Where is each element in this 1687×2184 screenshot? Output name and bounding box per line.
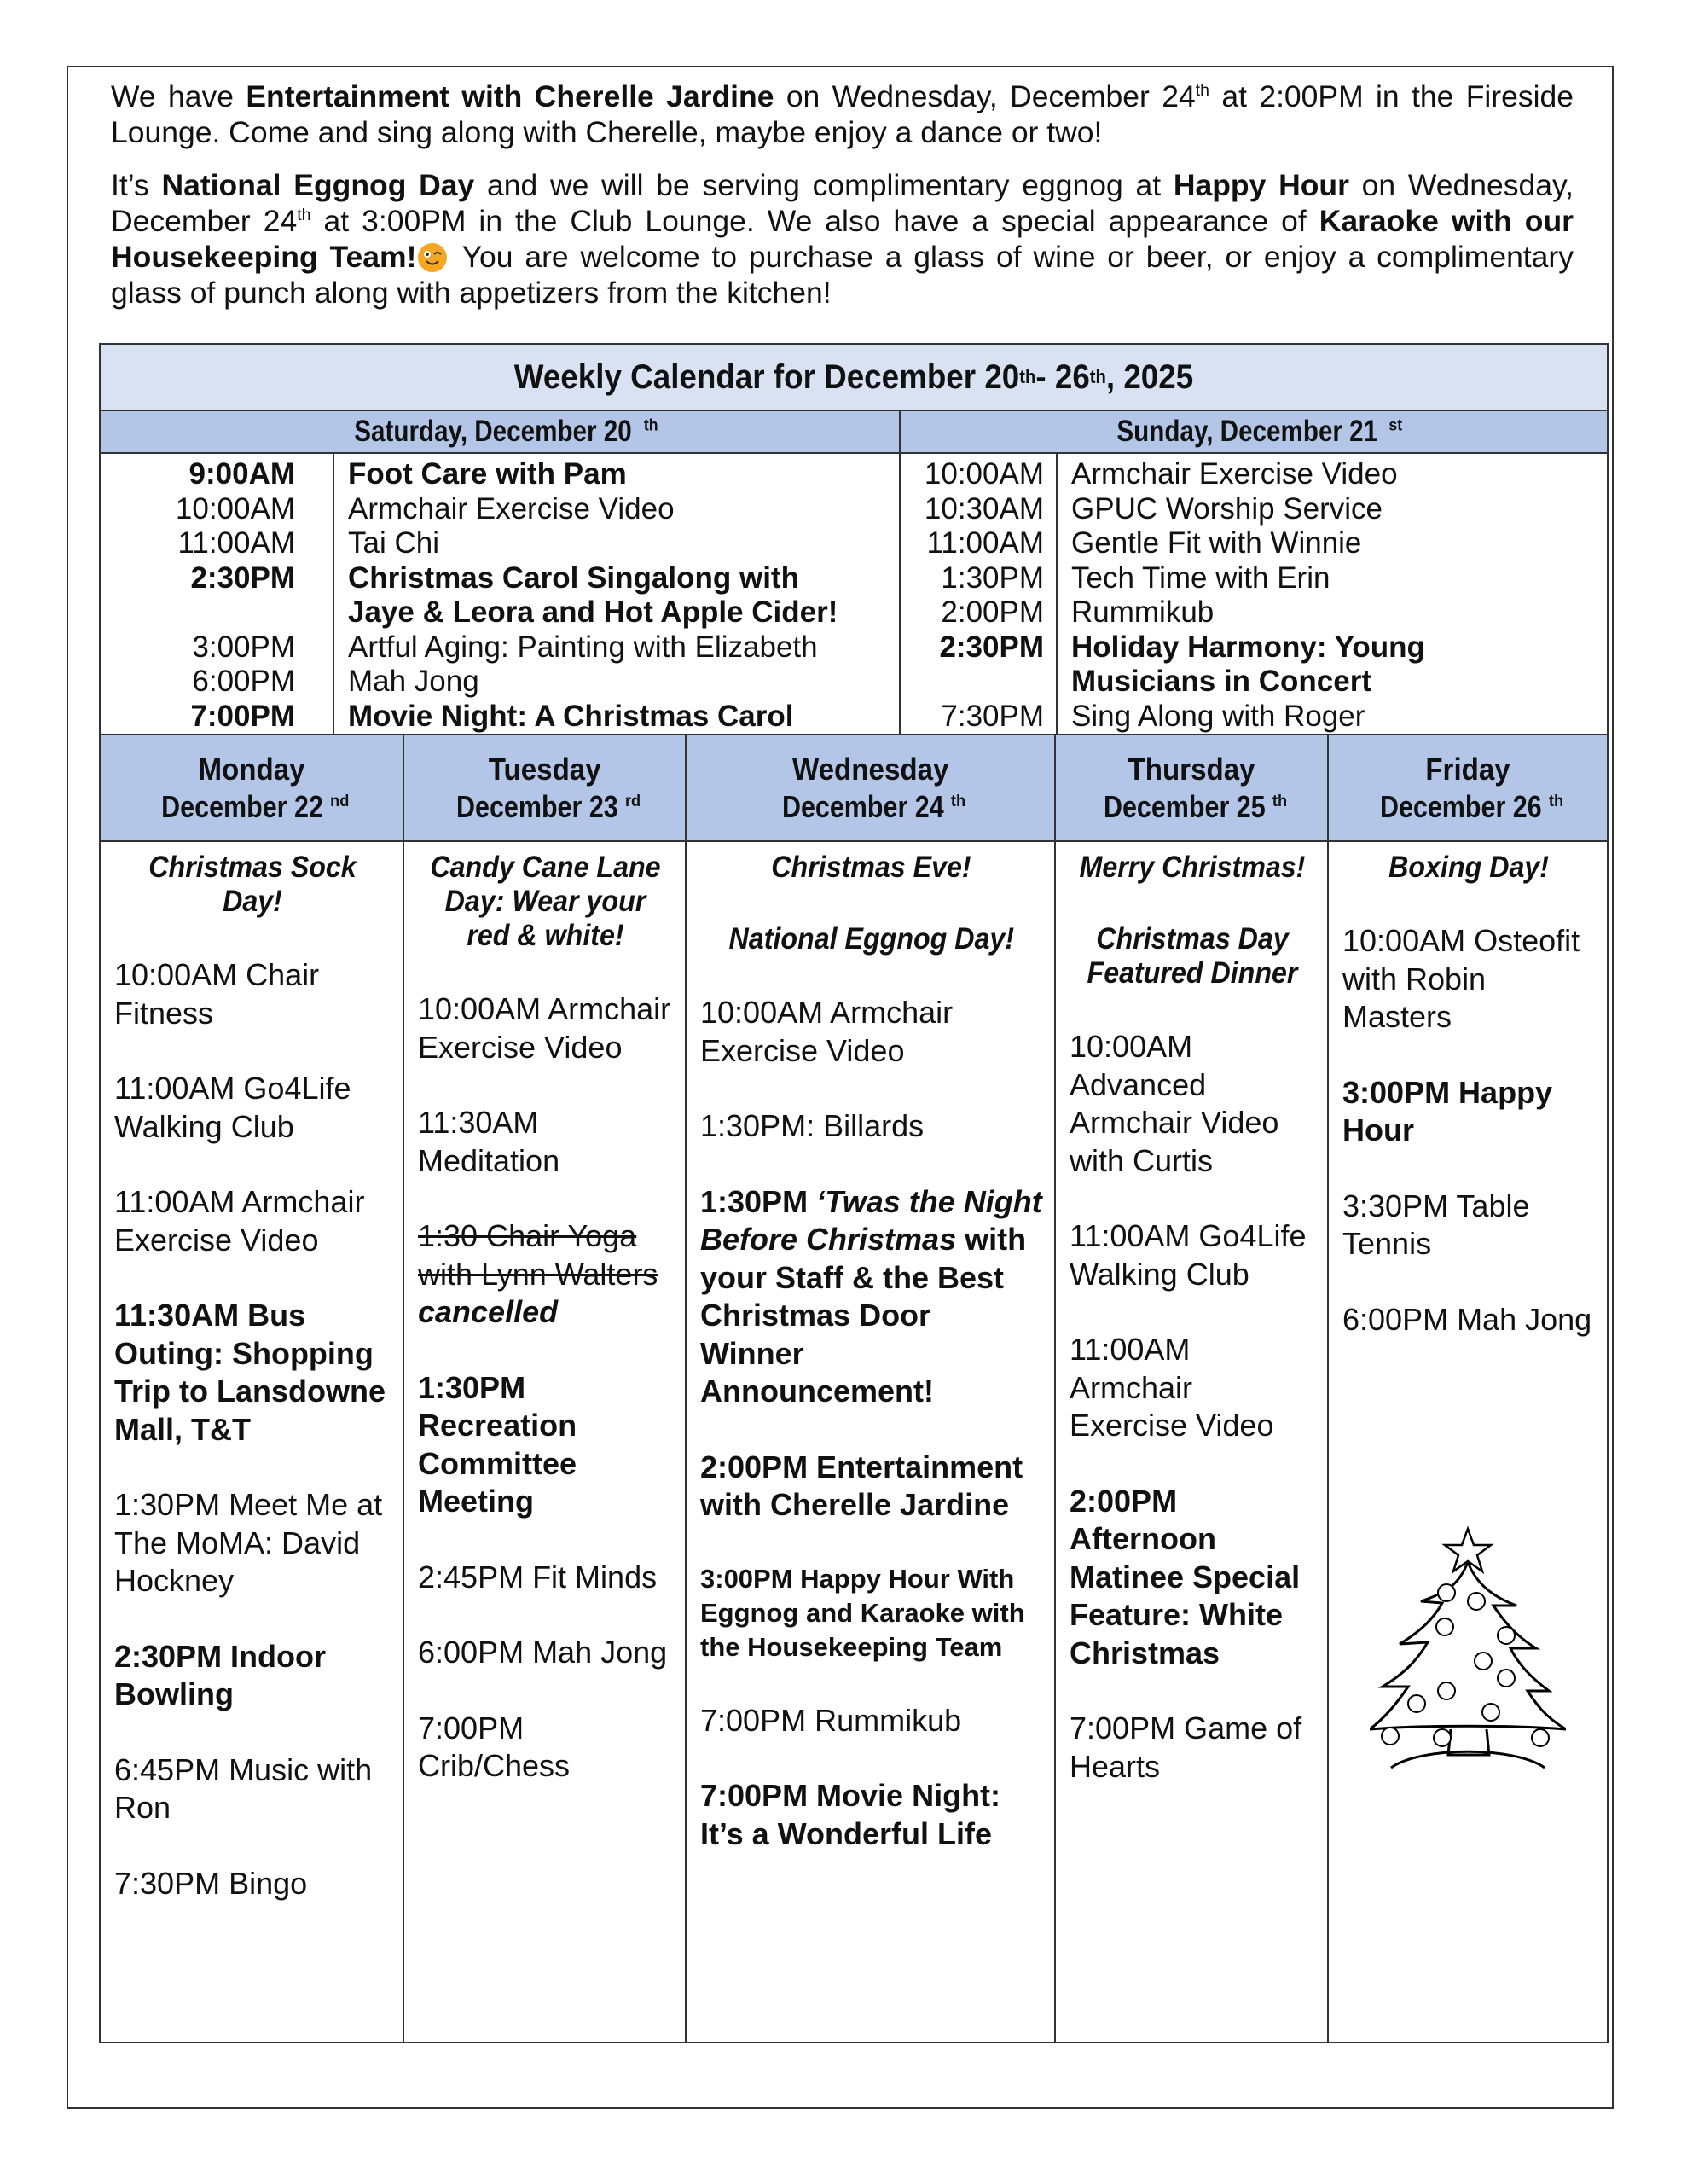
- day-column-wednesday: [687, 735, 1056, 2042]
- event-item: 1:30PM: Billards: [700, 1108, 925, 1143]
- event-item: 11:30AM Meditation: [418, 1105, 560, 1178]
- event-item: 7:00PM Crib/Chess: [418, 1710, 571, 1783]
- day-date: December 24 $^{th}$: [782, 788, 966, 824]
- day-date: December 25 $^{th}$: [1103, 788, 1287, 824]
- time-cell: 2:00PM: [941, 595, 1044, 629]
- day-column-thursday: [1056, 735, 1329, 2042]
- event-item: 10:00AM Armchair Exercise Video: [700, 995, 954, 1068]
- sunday-activities: [1058, 454, 1425, 734]
- activity-cell: Tech Time with Erin: [1071, 561, 1330, 595]
- cancelled-label: cancelled: [418, 1294, 559, 1329]
- time-cell: 6:00PM: [192, 665, 295, 698]
- event-item: 2:30PM Indoor Bowling: [114, 1638, 327, 1711]
- event-item: 3:00PM Happy Hour With Eggnog and Karaoke with the Housekeeping Team: [700, 1563, 1025, 1662]
- day-theme-note: Merry Christmas!: [1079, 851, 1306, 884]
- calendar-title: Weekly Calendar for December 20 th - 26 th , 2025: [161, 345, 1547, 410]
- activity-cell: Jaye & Leora and Hot Apple Cider!: [348, 595, 838, 629]
- time-cell: 7:30PM: [941, 699, 1044, 733]
- activity-cell: Armchair Exercise Video: [348, 491, 675, 526]
- activity-cell: Armchair Exercise Video: [1071, 457, 1398, 491]
- activity-cell: GPUC Worship Service: [1071, 491, 1383, 526]
- time-cell: 10:00AM: [924, 457, 1044, 491]
- event-item: 3:00PM Happy Hour: [1342, 1074, 1553, 1147]
- event-item: [418, 1217, 673, 1332]
- time-cell: 11:00AM: [177, 526, 295, 560]
- time-cell: [901, 665, 1044, 700]
- day-column-tuesday: [404, 735, 687, 2042]
- day-header: [404, 735, 685, 842]
- day-events: [1056, 842, 1327, 2042]
- activity-cell: Sing Along with Roger: [1071, 699, 1365, 733]
- time-cell: 3:00PM: [192, 630, 295, 664]
- day-events: [687, 842, 1054, 2042]
- saturday-times: [101, 454, 334, 734]
- activity-cell: Movie Night: A Christmas Carol: [348, 699, 794, 733]
- event-item: 7:00PM Rummikub: [700, 1702, 962, 1738]
- weekend-section: [101, 411, 1607, 735]
- intro-paragraph-eggnog: It’s National Eggnog Day and we will be serving complimentary eggnog at Happy Hour on Wednesday, December 24th at 3:00PM in the Club Lounge. We also have a special appearance of Karaoke with our Housekeeping Team! You are welcome to purchase a glass of wine or beer, or enjoy a complimentary glass of punch along with appetizers from the kitchen!: [111, 168, 1574, 310]
- activity-cell: Christmas Carol Singalong with: [348, 561, 799, 595]
- day-name: Tuesday: [488, 751, 601, 787]
- day-header: [687, 735, 1054, 842]
- sunday-times: [901, 454, 1058, 734]
- event-item: 7:00PM Game of Hearts: [1070, 1711, 1302, 1784]
- day-events: [404, 842, 685, 2042]
- day-column-friday: [1329, 735, 1607, 2042]
- day-date: December 23 $^{rd}$: [455, 788, 641, 824]
- event-item: 11:00AM Go4Life Walking Club: [1070, 1218, 1307, 1292]
- time-cell: 9:00AM: [188, 457, 295, 491]
- event-item: 10:00AM Osteofit with Robin Masters: [1342, 923, 1580, 1034]
- weekday-section: [101, 735, 1607, 2042]
- event-item: 1:30PM Meet Me at The MoMA: David Hockney: [114, 1487, 383, 1598]
- intro-section: [111, 78, 1574, 328]
- activity-cell: Foot Care with Pam: [348, 457, 627, 491]
- event-title: ‘Twas the Night Before Christmas: [700, 1183, 1042, 1257]
- saturday-activities: [334, 454, 838, 734]
- day-name: Monday: [198, 751, 305, 787]
- day-theme-note: Christmas Eve!: [771, 851, 971, 884]
- event-item: 3:30PM Table Tennis: [1342, 1188, 1530, 1261]
- day-column-monday: [101, 735, 404, 2042]
- intro-paragraph-entertainment: We have Entertainment with Cherelle Jardine on Wednesday, December 24th at 2:00PM in the Fireside Lounge. Come and sing along with Cherelle, maybe enjoy a dance or two!: [111, 79, 1574, 149]
- time-cell: 10:00AM: [175, 491, 295, 526]
- event-item: 7:00PM Movie Night: It’s a Wonderful Life: [700, 1778, 1001, 1851]
- event-item: 1:30PM ‘Twas the Night Before Christmas with your Staff & the Best Christmas Door Winner Announcement!: [700, 1183, 1042, 1409]
- event-item: 11:00AM Go4Life Walking Club: [114, 1071, 351, 1144]
- activity-cell: Artful Aging: Painting with Elizabeth: [348, 630, 818, 664]
- time-cell: 7:00PM: [190, 699, 295, 733]
- day-header: [101, 735, 403, 842]
- time-cell: 11:00AM: [926, 526, 1044, 560]
- event-item: 11:30AM Bus Outing: Shopping Trip to Lansdowne Mall, T&T: [114, 1298, 386, 1447]
- activity-cell: Holiday Harmony: Young: [1071, 630, 1425, 664]
- day-theme-note: Boxing Day!: [1388, 851, 1549, 884]
- time-cell: 2:30PM: [939, 630, 1044, 664]
- saturday-header: Saturday, December 20 $^{th}$: [101, 411, 899, 454]
- day-header: [1329, 735, 1607, 842]
- activity-cell: Musicians in Concert: [1071, 665, 1372, 698]
- day-theme-note: Christmas Day Featured Dinner: [1087, 922, 1298, 990]
- christmas-tree-icon: [1370, 1525, 1566, 1780]
- event-item: 7:30PM Bingo: [114, 1865, 308, 1901]
- event-item: 6:00PM Mah Jong: [418, 1635, 668, 1670]
- event-item: 6:00PM Mah Jong: [1342, 1301, 1592, 1337]
- activity-cell: Mah Jong: [348, 665, 479, 698]
- winking-face-icon: [418, 243, 447, 272]
- day-header: [1056, 735, 1327, 842]
- time-cell: [101, 595, 295, 630]
- time-cell: 1:30PM: [941, 561, 1044, 595]
- event-item: 1:30PM Recreation Committee Meeting: [418, 1369, 577, 1519]
- activity-cell: Tai Chi: [348, 526, 439, 560]
- time-cell: 10:30AM: [924, 491, 1044, 526]
- activity-cell: Rummikub: [1071, 595, 1215, 629]
- event-item: 2:45PM Fit Minds: [418, 1559, 658, 1594]
- day-date: December 26 $^{th}$: [1379, 788, 1563, 824]
- day-date: December 22 $^{nd}$: [161, 788, 350, 824]
- weekly-calendar: [99, 343, 1609, 2043]
- event-item: 6:45PM Music with Ron: [114, 1751, 373, 1825]
- day-name: Friday: [1425, 751, 1510, 787]
- event-highlight: Entertainment with Cherelle Jardine: [246, 79, 774, 113]
- time-cell: 2:30PM: [190, 561, 295, 595]
- saturday-column: [101, 411, 901, 734]
- sunday-column: [901, 411, 1607, 734]
- sunday-header: Sunday, December 21 $^{st}$: [901, 411, 1607, 454]
- event-item: 11:00AM Armchair Exercise Video: [114, 1184, 365, 1258]
- day-theme-note: National Eggnog Day!: [728, 922, 1014, 956]
- cancelled-event: 1:30 Chair Yoga with Lynn Walters: [418, 1218, 658, 1292]
- event-item: 10:00AM Chair Fitness: [114, 957, 320, 1031]
- day-events: [101, 842, 403, 2042]
- day-name: Wednesday: [791, 751, 949, 787]
- day-name: Thursday: [1128, 751, 1255, 787]
- day-events: [1329, 842, 1607, 2042]
- activity-cell: Gentle Fit with Winnie: [1071, 526, 1362, 560]
- day-theme-note: Candy Cane Lane Day: Wear your red & white!: [430, 851, 661, 952]
- event-item: 11:00AM Armchair Exercise Video: [1070, 1332, 1274, 1443]
- event-item: 10:00AM Advanced Armchair Video with Curtis: [1070, 1029, 1279, 1178]
- event-item: 2:00PM Afternoon Matinee Special Feature: White Christmas: [1070, 1483, 1301, 1670]
- event-item: 2:00PM Entertainment with Cherelle Jardine: [700, 1449, 1023, 1522]
- event-item: 10:00AM Armchair Exercise Video: [418, 991, 671, 1065]
- day-theme-note: Christmas Sock Day!: [148, 851, 357, 918]
